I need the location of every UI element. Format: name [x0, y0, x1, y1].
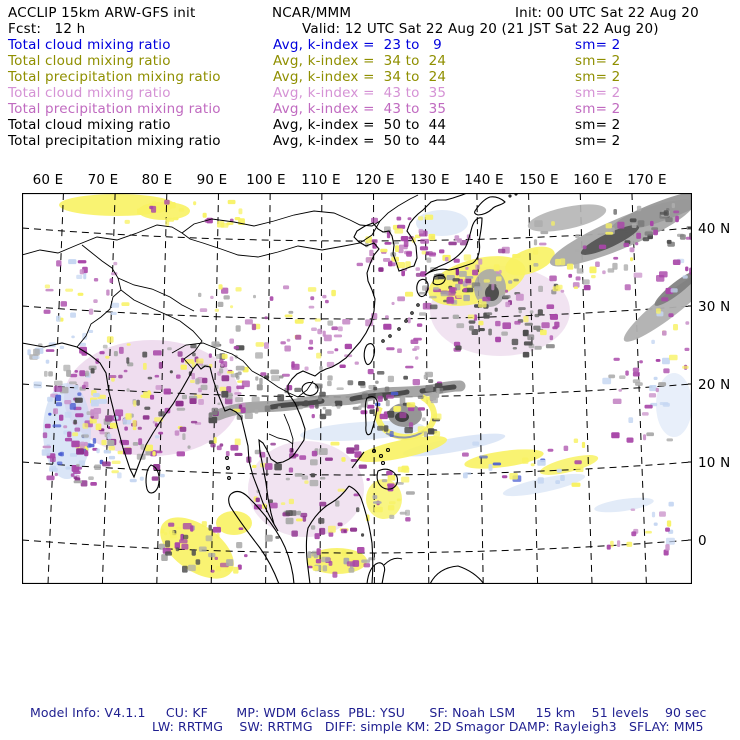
field-label: Total cloud mixing ratio	[8, 37, 171, 53]
lon-tick-label: 110 E	[301, 172, 341, 188]
fcst-hour: Fcst: 12 h	[8, 21, 86, 37]
field-stat: Avg, k-index = 50 to 44	[273, 117, 447, 133]
lat-tick-label: 0	[698, 533, 707, 549]
lon-tick-label: 60 E	[32, 172, 64, 188]
field-label: Total precipitation mixing ratio	[8, 69, 221, 85]
field-label: Total precipitation mixing ratio	[8, 101, 221, 117]
lon-tick-label: 80 E	[141, 172, 173, 188]
init-time: Init: 00 UTC Sat 22 Aug 20	[515, 5, 699, 21]
lat-tick-label: 20 N	[698, 377, 731, 393]
valid-time: Valid: 12 UTC Sat 22 Aug 20 (21 JST Sat 22 Aug 20)	[302, 21, 659, 37]
lon-tick-label: 130 E	[410, 172, 450, 188]
weather-map-canvas	[22, 193, 692, 584]
org-label: NCAR/MMM	[272, 5, 352, 21]
plot-title: ACCLIP 15km ARW-GFS init	[8, 5, 196, 21]
model-info-line2: LW: RRTMG SW: RRTMG DIFF: simple KM: 2D Smagor DAMP: Rayleigh3 SFLAY: MM5	[152, 719, 704, 734]
lon-tick-label: 90 E	[196, 172, 228, 188]
field-stat: Avg, k-index = 34 to 24	[273, 69, 447, 85]
lat-tick-label: 10 N	[698, 455, 731, 471]
field-label: Total cloud mixing ratio	[8, 117, 171, 133]
lon-tick-label: 150 E	[519, 172, 559, 188]
field-sm: sm= 2	[575, 101, 621, 117]
field-stat: Avg, k-index = 34 to 24	[273, 53, 447, 69]
lat-tick-label: 30 N	[698, 299, 731, 315]
field-stat: Avg, k-index = 43 to 35	[273, 85, 447, 101]
lat-tick-label: 40 N	[698, 221, 731, 237]
field-label: Total cloud mixing ratio	[8, 85, 171, 101]
field-label: Total cloud mixing ratio	[8, 53, 171, 69]
field-label: Total precipitation mixing ratio	[8, 133, 221, 149]
lon-tick-label: 140 E	[464, 172, 504, 188]
lon-tick-label: 100 E	[246, 172, 286, 188]
model-info-line1: Model Info: V4.1.1 CU: KF MP: WDM 6class PBL: YSU SF: Noah LSM 15 km 51 levels 90 sec	[30, 705, 707, 720]
field-sm: sm= 2	[575, 53, 621, 69]
field-sm: sm= 2	[575, 117, 621, 133]
field-stat: Avg, k-index = 50 to 44	[273, 133, 447, 149]
field-sm: sm= 2	[575, 85, 621, 101]
lon-tick-label: 120 E	[355, 172, 395, 188]
field-sm: sm= 2	[575, 133, 621, 149]
field-stat: Avg, k-index = 23 to 9	[273, 37, 442, 53]
weather-map	[22, 193, 692, 584]
lon-tick-label: 170 E	[627, 172, 667, 188]
lon-tick-label: 160 E	[573, 172, 613, 188]
field-stat: Avg, k-index = 43 to 35	[273, 101, 447, 117]
lon-tick-label: 70 E	[87, 172, 119, 188]
field-sm: sm= 2	[575, 37, 621, 53]
field-sm: sm= 2	[575, 69, 621, 85]
